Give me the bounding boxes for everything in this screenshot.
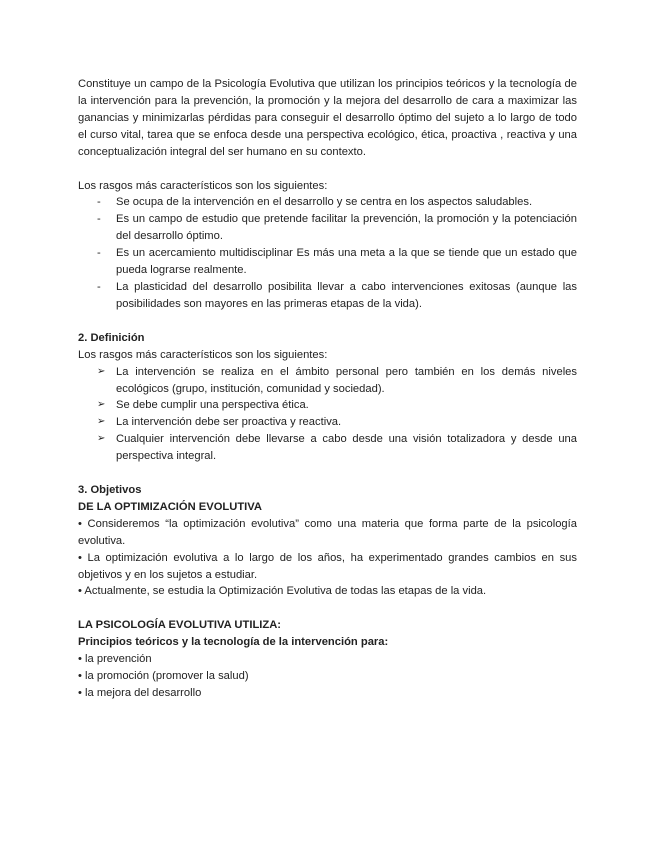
document-body bbox=[78, 76, 577, 702]
list-item: - Es un campo de estudio que pretende facilitar la prevención, la promoción y la potenciación del desarrollo óptimo. bbox=[97, 213, 577, 243]
definicion-list bbox=[78, 364, 577, 465]
utiliza-heading: LA PSICOLOGÍA EVOLUTIVA UTILIZA: bbox=[78, 619, 282, 632]
definicion-lead: Los rasgos más característicos son los siguientes: bbox=[78, 348, 328, 361]
rasgos-list bbox=[78, 194, 577, 312]
objetivos-item: • La optimización evolutiva a lo largo de los años, ha experimentado grandes cambios en sus objetivos y en los sujetos a estudiar. bbox=[78, 551, 577, 581]
list-item: - Es un acercamiento multidisciplinar Es más una meta a la que se tiende que un estado que pueda lograrse realmente. bbox=[97, 247, 577, 277]
definicion-heading: 2. Definición bbox=[78, 331, 145, 344]
utiliza-item: • la prevención bbox=[78, 653, 152, 666]
utiliza-item: • la promoción (promover la salud) bbox=[78, 670, 249, 683]
list-item: ➢ Se debe cumplir una perspectiva ética. bbox=[78, 397, 577, 414]
arrow-bullet-icon: ➢ bbox=[97, 433, 106, 445]
list-item: ➢ Cualquier intervención debe llevarse a cabo desde una visión totalizadora y desde una perspectiva integral. bbox=[97, 433, 577, 463]
list-item: ➢ La intervención debe ser proactiva y reactiva. bbox=[78, 414, 577, 431]
dash-marker: - bbox=[97, 196, 101, 209]
arrow-bullet-icon: ➢ bbox=[97, 399, 106, 411]
arrow-bullet-icon: ➢ bbox=[97, 365, 106, 377]
dash-marker: - bbox=[97, 247, 101, 260]
arrow-bullet-icon: ➢ bbox=[97, 416, 106, 428]
dash-marker: - bbox=[97, 213, 101, 226]
list-item: ➢ La intervención se realiza en el ámbito personal pero también en los demás niveles ecológicos (grupo, institución, comunidad y sociedad). bbox=[97, 365, 577, 395]
objetivos-heading: 3. Objetivos bbox=[78, 484, 142, 497]
utiliza-subheading: Principios teóricos y la tecnología de la intervención para: bbox=[78, 636, 389, 649]
list-item: - La plasticidad del desarrollo posibilita llevar a cabo intervenciones exitosas (aunque las posibilidades son mayores en las primeras etapas de la vida). bbox=[97, 280, 577, 310]
rasgos-lead: Los rasgos más característicos son los siguientes: bbox=[78, 179, 328, 192]
list-item: - Se ocupa de la intervención en el desarrollo y se centra en los aspectos saludables. bbox=[78, 194, 577, 211]
intro-paragraph: Constituye un campo de la Psicología Evolutiva que utilizan los principios teóricos y la tecnología de la intervención para la prevención, la promoción y la mejora del desarrollo de cara a maximizar las ganancias y minimizarlas pérdidas para conseguir el desarrollo óptimo del sujeto a lo largo de todo el curso vital, tarea que se enfoca desde una perspectiva ecológico, ética, proactiva , reactiva y una conceptualización integral del ser humano en su contexto. bbox=[78, 78, 577, 158]
objetivos-subheading: DE LA OPTIMIZACIÓN EVOLUTIVA bbox=[78, 500, 262, 513]
objetivos-item: • Consideremos “la optimización evolutiva” como una materia que forma parte de la psicología evolutiva. bbox=[78, 517, 577, 547]
dash-marker: - bbox=[97, 280, 101, 293]
utiliza-item: • la mejora del desarrollo bbox=[78, 687, 202, 699]
objetivos-item: • Actualmente, se estudia la Optimización Evolutiva de todas las etapas de la vida. bbox=[78, 585, 487, 598]
